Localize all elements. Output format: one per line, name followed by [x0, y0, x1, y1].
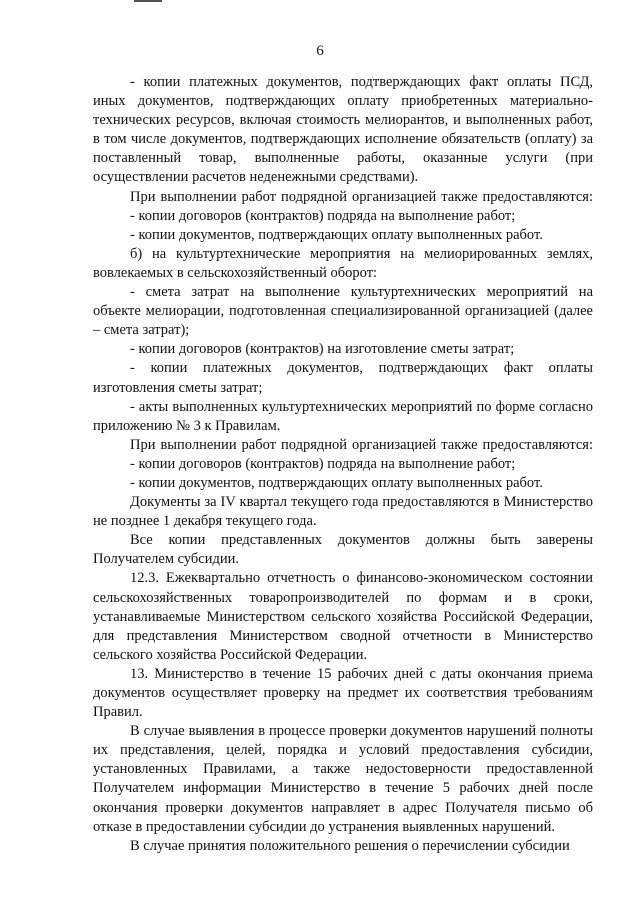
- paragraph: 13. Министерство в течение 15 рабочих дней с даты окончания приема документов осуществляет проверку на предмет их соответствия требованиям Правил.: [93, 665, 593, 721]
- paragraph: В случае принятия положительного решения о перечислении субсидии: [130, 837, 570, 854]
- paragraph: - копии платежных документов, подтверждающих факт оплаты ПСД, иных документов, подтверждающих оплату приобретенных материально-технических ресурсов, включая стоимость мелиорантов, и выполненных работ, в том числе документов, подтверждающих исполнение обязательств (оплату) за поставленный товар, выполненные работы, оказанные услуги (при осуществлении расчетов неденежными средствами).: [93, 74, 593, 186]
- paragraph: При выполнении работ подрядной организацией также предоставляются:: [130, 188, 593, 205]
- paragraph: б) на культуртехнические мероприятия на мелиорированных землях, вовлекаемых в сельскохозяйственный оборот:: [93, 245, 593, 281]
- paragraph: 12.3. Ежеквартально отчетность о финансово-экономическом состоянии сельскохозяйственных товаропроизводителей по формам и в сроки, устанавливаемые Министерством сельского хозяйства Российской Федерации, для представления Министерством сводной отчетности в Министерство сельского хозяйства Российской Федерации.: [93, 570, 593, 663]
- paragraph: - копии договоров (контрактов) на изготовление сметы затрат;: [130, 341, 515, 358]
- paragraph: - смета затрат на выполнение культуртехнических мероприятий на объекте мелиорации, подготовленная специализированной организацией (далее – смета затрат);: [93, 284, 593, 339]
- paragraph: - копии платежных документов, подтверждающих факт оплаты изготовления сметы затрат;: [93, 360, 593, 396]
- paragraph: При выполнении работ подрядной организацией также предоставляются:: [130, 436, 593, 453]
- page-number: 6: [316, 43, 324, 59]
- paragraph: - копии документов, подтверждающих оплату выполненных работ.: [130, 226, 543, 243]
- scan-mark: [134, 0, 162, 2]
- document-body: [93, 73, 593, 856]
- paragraph: Документы за IV квартал текущего года предоставляются в Министерство не позднее 1 декабря текущего года.: [93, 494, 593, 530]
- paragraph: - акты выполненных культуртехнических мероприятий по форме согласно приложению № 3 к Правилам.: [93, 398, 593, 434]
- paragraph: - копии договоров (контрактов) подряда на выполнение работ;: [130, 455, 516, 472]
- paragraph: Все копии представленных документов должны быть заверены Получателем субсидии.: [93, 532, 593, 568]
- paragraph: В случае выявления в процессе проверки документов нарушений полноты их представления, целей, порядка и условий предоставления субсидии, установленных Правилами, а также недостоверности предоставленной Получателем информации Министерство в течение 5 рабочих дней после окончания проверки документов направляет в адрес Получателя письмо об отказе в предоставлении субсидии до устранения выявленных нарушений.: [93, 723, 593, 835]
- paragraph: - копии документов, подтверждающих оплату выполненных работ.: [130, 474, 543, 491]
- paragraph: - копии договоров (контрактов) подряда на выполнение работ;: [130, 207, 516, 224]
